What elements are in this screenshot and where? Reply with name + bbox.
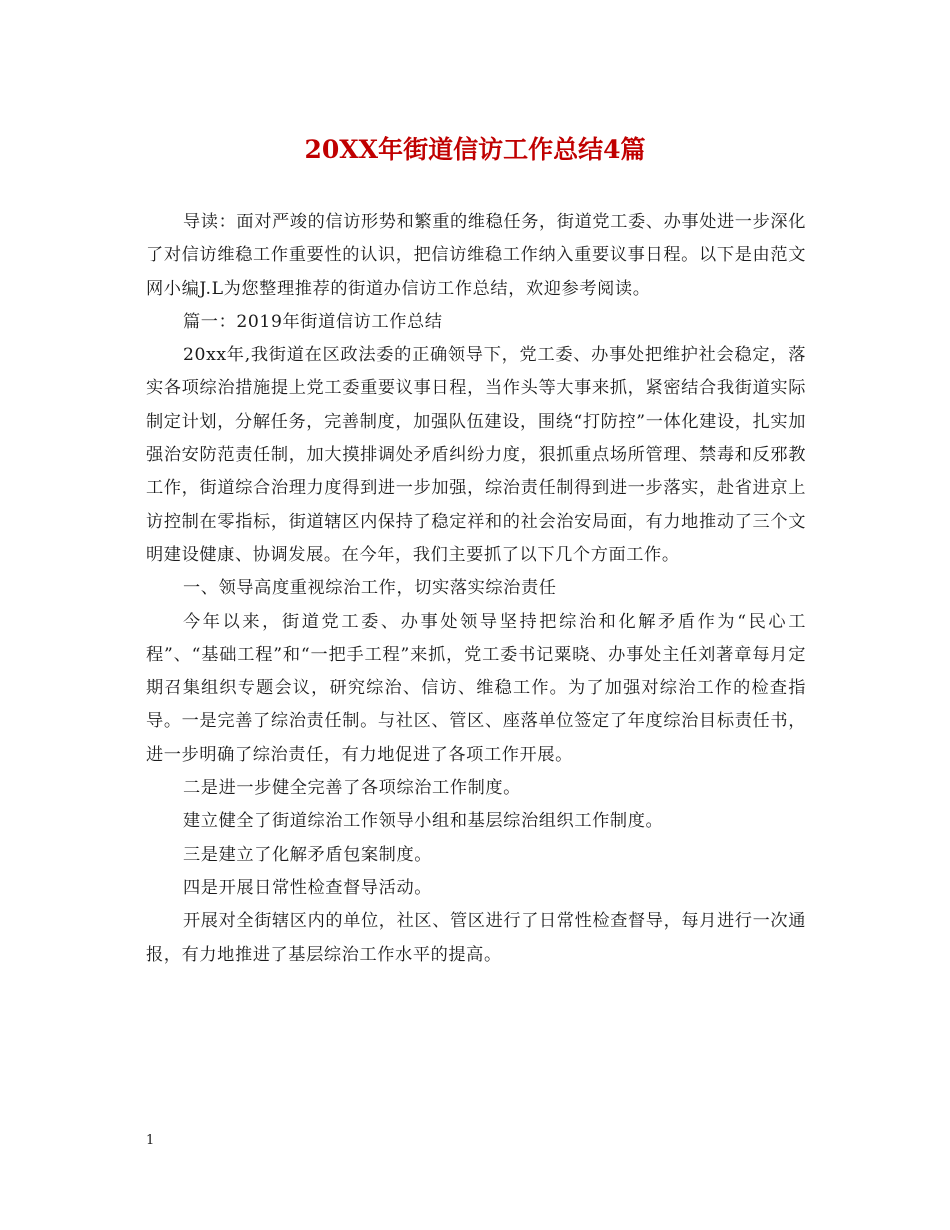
paragraph-inspection: 开展对全街辖区内的单位，社区、管区进行了日常性检查督导，每月进行一次通报，有力地推进了基层综治工作水平的提高。 [146,911,806,965]
document-title: 20XX年街道信访工作总结4篇 [304,135,646,164]
paragraph-item-three: 三是建立了化解矛盾包案制度。 [183,844,433,865]
paragraph-item-two: 二是进一步健全完善了各项综治工作制度。 [183,778,521,799]
document-body [146,206,806,972]
paragraph-item-four: 四是开展日常性检查督导活动。 [183,877,433,898]
paragraph-intro: 导读：面对严竣的信访形势和繁重的维稳任务，街道党工委、办事处进一步深化了对信访维稳工作重要性的认识，把信访维稳工作纳入重要议事日程。以下是由范文网小编J.L为您整理推荐的街道办信访工作总结，欢迎参考阅读。 [146,212,806,299]
page-number: 1 [146,1133,155,1148]
paragraph-section-heading: 一、领导高度重视综治工作，切实落实综治责任 [183,578,557,599]
paragraph-overview: 20xx年,我街道在区政法委的正确领导下，党工委、办事处把维护社会稳定，落实各项综治措施提上党工委重要议事日程，当作头等大事来抓，紧密结合我街道实际制定计划，分解任务，完善制度，加强队伍建设，围绕“打防控”一体化建设，扎实加强治安防范责任制，加大摸排调处矛盾纠纷力度，狠抓重点场所管理、禁毒和反邪教工作，街道综合治理力度得到进一步加强，综治责任制得到进一步落实，赴省进京上访控制在零指标，街道辖区内保持了稳定祥和的社会治安局面，有力地推动了三个文明建设健康、协调发展。在今年，我们主要抓了以下几个方面工作。 [146,345,806,565]
paragraph-leadership: 今年以来，街道党工委、办事处领导坚持把综治和化解矛盾作为“民心工程”、“基础工程”和“一把手工程”来抓，党工委书记粟晓、办事处主任刘著章每月定期召集组织专题会议，研究综治、信访、维稳工作。为了加强对综治工作的检查指导。一是完善了综治责任制。与社区、管区、座落单位签定了年度综治目标责任书，进一步明确了综治责任，有力地促进了各项工作开展。 [146,611,806,765]
paragraph-chapter-heading: 篇一：2019年街道信访工作总结 [183,311,443,332]
paragraph-system-building: 建立健全了街道综治工作领导小组和基层综治组织工作制度。 [183,811,664,832]
